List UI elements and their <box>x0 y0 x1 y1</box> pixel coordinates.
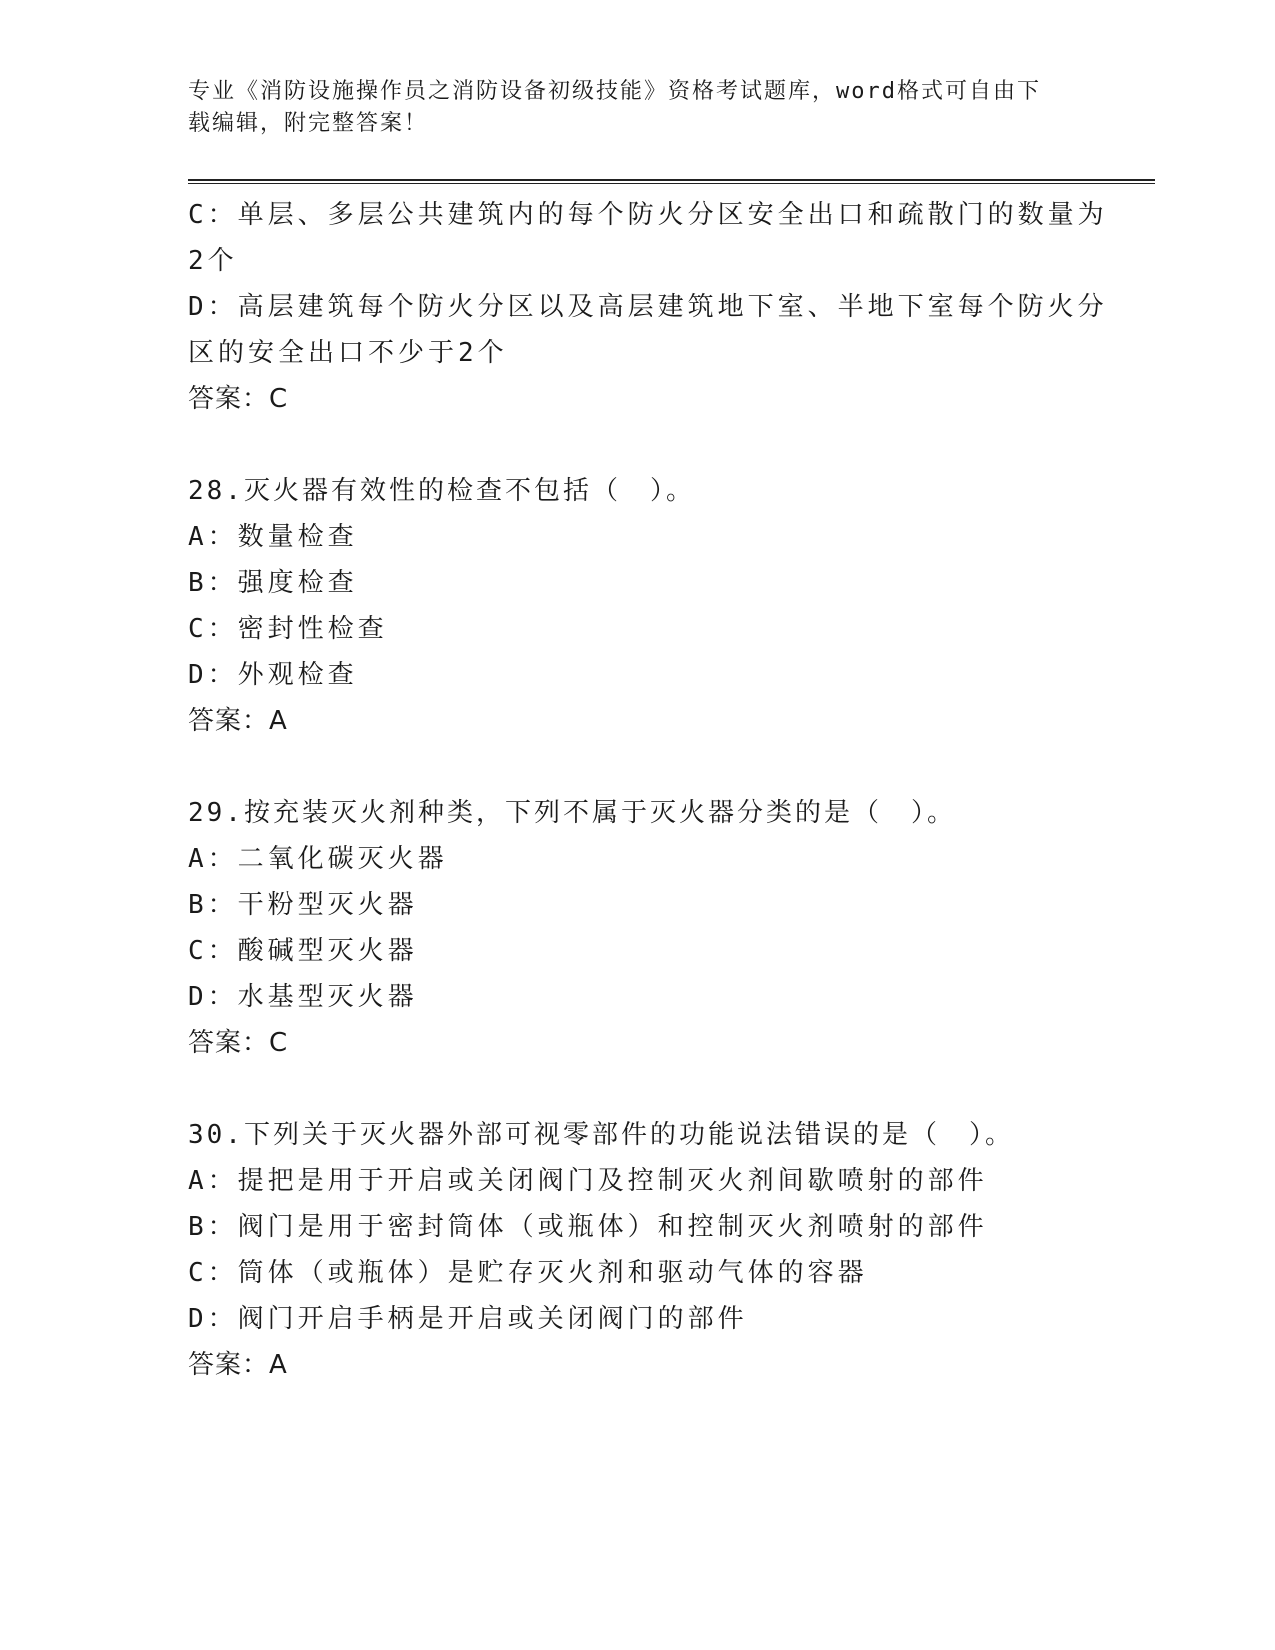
option-line: 2个 <box>188 246 238 276</box>
option-line: 区的安全出口不少于2个 <box>188 338 508 368</box>
answer-line: 答案：A <box>188 1350 288 1380</box>
question-30 <box>188 1112 1088 1388</box>
question-28 <box>188 468 1088 744</box>
option-d: D：阀门开启手柄是开启或关闭阀门的部件 <box>188 1304 748 1334</box>
option-c: C：密封性检查 <box>188 614 388 644</box>
header-line-2: 载编辑，附完整答案！ <box>188 111 429 136</box>
option-a: A：提把是用于开启或关闭阀门及控制灭火剂间歇喷射的部件 <box>188 1166 988 1196</box>
answer-line: 答案：C <box>188 384 289 414</box>
question-stem: 28.灭火器有效性的检查不包括（ ）。 <box>188 476 695 506</box>
question-stem: 30.下列关于灭火器外部可视零部件的功能说法错误的是（ ）。 <box>188 1120 1014 1150</box>
header-line-1: 专业《消防设施操作员之消防设备初级技能》资格考试题库，word格式可自由下 <box>188 79 1041 104</box>
question-29 <box>188 790 1088 1066</box>
option-b: B：强度检查 <box>188 568 358 598</box>
option-b: B：阀门是用于密封筒体（或瓶体）和控制灭火剂喷射的部件 <box>188 1212 988 1242</box>
option-line: D：高层建筑每个防火分区以及高层建筑地下室、半地下室每个防火分 <box>188 292 1108 322</box>
answer-line: 答案：C <box>188 1028 289 1058</box>
header-note <box>188 76 1088 140</box>
answer-line: 答案：A <box>188 706 288 736</box>
option-d: D：水基型灭火器 <box>188 982 418 1012</box>
question-stem: 29.按充装灭火剂种类，下列不属于灭火器分类的是（ ）。 <box>188 798 956 828</box>
header-divider <box>188 179 1155 184</box>
option-c: C：酸碱型灭火器 <box>188 936 418 966</box>
question-list <box>188 192 1108 1388</box>
question-continued <box>188 192 1108 422</box>
option-b: B：干粉型灭火器 <box>188 890 418 920</box>
option-a: A：数量检查 <box>188 522 358 552</box>
option-line: C：单层、多层公共建筑内的每个防火分区安全出口和疏散门的数量为 <box>188 200 1108 230</box>
option-c: C：筒体（或瓶体）是贮存灭火剂和驱动气体的容器 <box>188 1258 868 1288</box>
option-d: D：外观检查 <box>188 660 358 690</box>
option-a: A：二氧化碳灭火器 <box>188 844 448 874</box>
